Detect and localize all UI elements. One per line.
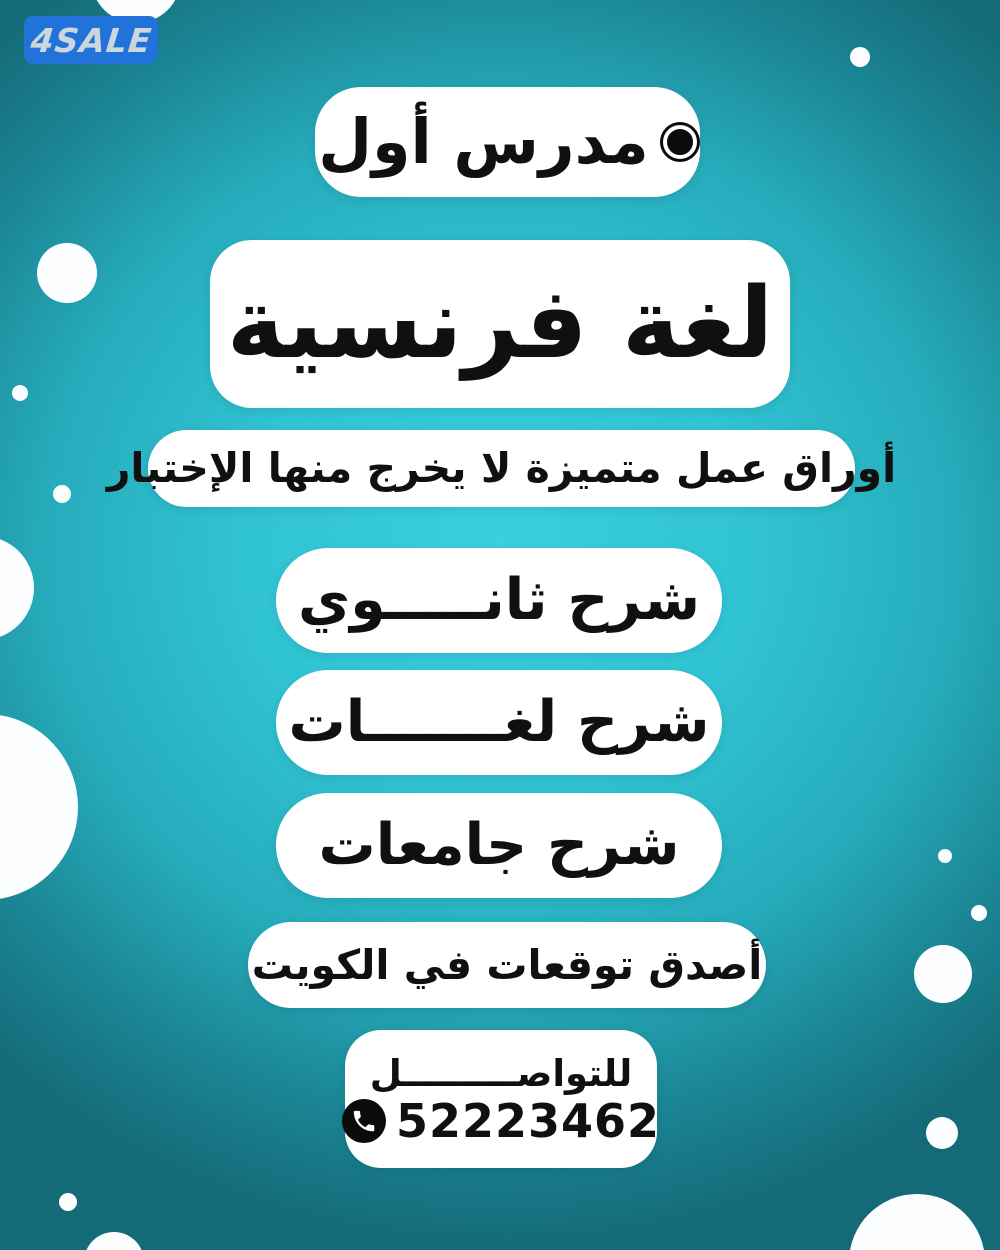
teacher-badge-label: مدرس أول bbox=[318, 105, 649, 178]
phone-icon bbox=[342, 1099, 386, 1143]
teacher-badge bbox=[315, 87, 700, 197]
service-secondary-label: شرح ثانـــــوي bbox=[297, 567, 701, 633]
decor-circle bbox=[0, 536, 34, 640]
tagline-card bbox=[248, 922, 766, 1008]
fisheye-bullet-icon bbox=[663, 125, 697, 159]
service-universities-card bbox=[276, 793, 722, 898]
service-languages-card bbox=[276, 670, 722, 775]
decor-circle bbox=[12, 385, 28, 401]
worksheets-subtitle: أوراق عمل متميزة لا يخرج منها الإختبار bbox=[106, 444, 897, 492]
page-title: لغة فرنسية bbox=[226, 267, 774, 381]
decor-circle bbox=[0, 714, 78, 900]
decor-circle bbox=[59, 1193, 77, 1211]
brand-logo bbox=[24, 16, 158, 64]
worksheets-subtitle-card bbox=[106, 430, 897, 507]
decor-circle bbox=[37, 243, 97, 303]
decor-circle bbox=[914, 945, 972, 1003]
decor-circle bbox=[84, 1232, 144, 1250]
decor-circle bbox=[849, 1194, 985, 1250]
decor-circle bbox=[926, 1117, 958, 1149]
decor-circle bbox=[971, 905, 987, 921]
service-secondary-card bbox=[276, 548, 722, 653]
phone-number: 52223462 bbox=[395, 1093, 661, 1148]
decor-circle bbox=[938, 849, 952, 863]
service-languages-label: شرح لغـــــــات bbox=[288, 689, 710, 755]
contact-label: للتواصـــــــــل bbox=[369, 1051, 633, 1095]
service-universities-label: شرح جامعات bbox=[318, 812, 680, 878]
brand-logo-text: 4SALE bbox=[28, 20, 154, 60]
decor-circle bbox=[53, 485, 71, 503]
phone-row bbox=[342, 1093, 661, 1148]
contact-card bbox=[345, 1030, 661, 1168]
decor-circle bbox=[850, 47, 870, 67]
subject-title-card bbox=[210, 240, 790, 408]
tagline-label: أصدق توقعات في الكويت bbox=[251, 940, 763, 989]
